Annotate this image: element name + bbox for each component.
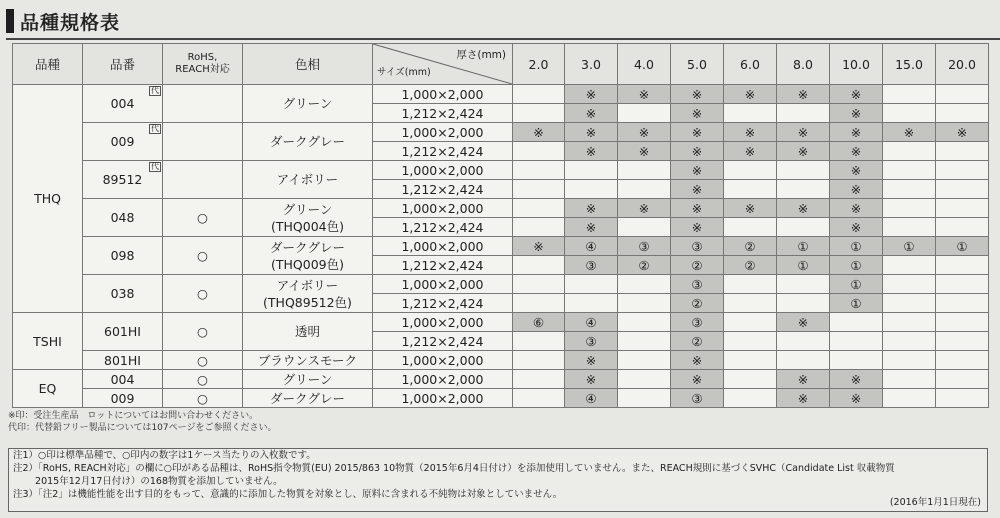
note-2: 注2）「RoHS, REACH対応」の欄に○印がある品種は、RoHS指令物質(EU) 2015/863 10物質（2015年6月4日付け）を添加使用していません。また、REACH規則に基づくSVHC（Candidate List 収載物質: [13, 463, 895, 474]
thickness-cell: [724, 218, 777, 237]
size-cell: 1,000×2,000: [373, 275, 513, 294]
thickness-cell: ※: [671, 104, 724, 123]
rohs-cell: [163, 161, 243, 199]
thickness-cell: ※: [671, 85, 724, 104]
table-row: [13, 199, 989, 218]
thickness-cell: ※: [565, 85, 618, 104]
product-number-cell: [83, 237, 163, 275]
thickness-cell: [618, 275, 671, 294]
thickness-cell: ※: [777, 370, 830, 389]
thickness-cell: [883, 161, 936, 180]
header-thickness: 厚さ(mm): [456, 49, 506, 61]
size-cell: 1,212×2,424: [373, 218, 513, 237]
thickness-cell: ①: [830, 294, 883, 313]
size-cell: 1,000×2,000: [373, 370, 513, 389]
size-cell: 1,000×2,000: [373, 237, 513, 256]
size-cell: 1,212×2,424: [373, 142, 513, 161]
thickness-cell: ※: [883, 123, 936, 142]
thickness-cell: [830, 332, 883, 351]
rohs-cell: [163, 123, 243, 161]
thickness-cell: ※: [565, 104, 618, 123]
thickness-cell: ※: [565, 199, 618, 218]
thickness-cell: ※: [830, 389, 883, 408]
rohs-cell: ○: [163, 370, 243, 389]
thickness-cell: ※: [513, 237, 565, 256]
thickness-cell: ③: [671, 313, 724, 332]
product-number-cell: [83, 275, 163, 313]
thickness-cell: [883, 180, 936, 199]
thickness-cell: ※: [724, 123, 777, 142]
thickness-cell: [936, 294, 989, 313]
thickness-2-0: 2.0: [513, 44, 565, 85]
size-cell: 1,000×2,000: [373, 85, 513, 104]
note-3: 注3）「注2」は機能性能を出す目的をもって、意識的に添加した物質を対象とし、原料に含まれる不純物は対象としていません。: [13, 489, 563, 500]
category-cell: THQ: [13, 85, 83, 313]
thickness-cell: [777, 161, 830, 180]
thickness-cell: [936, 256, 989, 275]
thickness-cell: ②: [671, 332, 724, 351]
product-number-cell: [83, 199, 163, 237]
thickness-cell: ※: [724, 142, 777, 161]
color-line: (THQ004色): [271, 218, 344, 234]
thickness-cell: ①: [830, 237, 883, 256]
size-cell: 1,000×2,000: [373, 161, 513, 180]
thickness-cell: [618, 332, 671, 351]
rohs-cell: ○: [163, 199, 243, 237]
thickness-cell: [883, 199, 936, 218]
thickness-cell: [724, 180, 777, 199]
size-cell: 1,212×2,424: [373, 104, 513, 123]
thickness-cell: [565, 161, 618, 180]
thickness-cell: [936, 199, 989, 218]
thickness-cell: [724, 104, 777, 123]
footnote-asterisk: ※印：受注生産品 ロットについてはお問い合わせください。: [8, 411, 259, 421]
thickness-cell: [936, 142, 989, 161]
color-cell: [243, 123, 373, 161]
rohs-cell: ○: [163, 275, 243, 313]
size-cell: 1,000×2,000: [373, 199, 513, 218]
thickness-cell: ※: [830, 104, 883, 123]
thickness-5-0: 5.0: [671, 44, 724, 85]
product-number-cell: [83, 351, 163, 370]
thickness-cell: [936, 370, 989, 389]
thickness-cell: [513, 161, 565, 180]
color-cell: [243, 313, 373, 351]
thickness-cell: ※: [671, 199, 724, 218]
thickness-cell: [724, 332, 777, 351]
thickness-cell: ※: [777, 389, 830, 408]
title-rule: [6, 38, 1000, 40]
thickness-cell: ④: [565, 389, 618, 408]
dai-mark: 代: [151, 124, 159, 133]
color-line: (THQ009色): [271, 256, 344, 272]
thickness-cell: ③: [618, 237, 671, 256]
header-color: 色相: [243, 44, 373, 85]
thickness-cell: ④: [565, 313, 618, 332]
title-block: [6, 6, 120, 36]
thickness-cell: [777, 332, 830, 351]
thickness-cell: ※: [671, 161, 724, 180]
thickness-cell: [883, 104, 936, 123]
color-line: 透明: [294, 324, 320, 339]
thickness-cell: [513, 199, 565, 218]
thickness-cell: [883, 218, 936, 237]
thickness-cell: [883, 332, 936, 351]
thickness-cell: ※: [671, 218, 724, 237]
thickness-cell: ※: [565, 370, 618, 389]
thickness-cell: ②: [724, 256, 777, 275]
thickness-cell: [936, 161, 989, 180]
thickness-cell: ※: [618, 142, 671, 161]
footnotes: [8, 410, 276, 434]
thickness-cell: ③: [671, 275, 724, 294]
notes-box: [8, 448, 988, 512]
size-cell: 1,000×2,000: [373, 351, 513, 370]
color-line: ダークグレー: [269, 134, 345, 149]
color-line: (THQ89512色): [263, 294, 352, 310]
thickness-15-0: 15.0: [883, 44, 936, 85]
thickness-4-0: 4.0: [618, 44, 671, 85]
title-bar-mark: [6, 9, 14, 33]
dai-mark: 代: [151, 162, 159, 171]
size-cell: 1,212×2,424: [373, 294, 513, 313]
thickness-cell: ①: [830, 275, 883, 294]
thickness-cell: [513, 332, 565, 351]
thickness-cell: ③: [565, 332, 618, 351]
thickness-cell: ※: [830, 218, 883, 237]
color-cell: [243, 275, 373, 313]
thickness-cell: [936, 389, 989, 408]
thickness-cell: ※: [777, 142, 830, 161]
product-number: 601HI: [104, 324, 141, 339]
dai-mark: 代: [151, 86, 159, 95]
thickness-cell: ※: [830, 370, 883, 389]
color-cell: [243, 237, 373, 275]
thickness-cell: ※: [671, 180, 724, 199]
thickness-cell: ※: [830, 199, 883, 218]
thickness-cell: [618, 389, 671, 408]
thickness-cell: ※: [618, 123, 671, 142]
thickness-cell: ※: [830, 161, 883, 180]
header-rohs-line1: RoHS,: [187, 52, 218, 63]
color-line: アイボリー: [276, 277, 339, 293]
rohs-cell: ○: [163, 313, 243, 351]
thickness-cell: [513, 218, 565, 237]
table-row: [13, 85, 989, 104]
table-row: [13, 275, 989, 294]
note-1: 注1）○印は標準品種で、○印内の数字は1ケース当たりの入枚数です。: [13, 450, 316, 461]
product-number: 009: [110, 390, 135, 406]
thickness-cell: ※: [936, 123, 989, 142]
product-number-cell: [83, 161, 163, 199]
thickness-cell: ※: [618, 85, 671, 104]
thickness-cell: [830, 313, 883, 332]
spec-table: [12, 43, 989, 408]
thickness-3-0: 3.0: [565, 44, 618, 85]
thickness-cell: [777, 275, 830, 294]
thickness-cell: [883, 294, 936, 313]
table-row: [13, 237, 989, 256]
thickness-cell: [724, 275, 777, 294]
thickness-cell: [883, 389, 936, 408]
thickness-cell: ※: [618, 199, 671, 218]
thickness-cell: [513, 85, 565, 104]
thickness-cell: ※: [671, 370, 724, 389]
thickness-cell: ※: [777, 85, 830, 104]
product-number-cell: [83, 123, 163, 161]
thickness-cell: [724, 389, 777, 408]
thickness-cell: [883, 275, 936, 294]
thickness-cell: [883, 313, 936, 332]
table-row: [13, 123, 989, 142]
header-rohs: [163, 44, 243, 85]
thickness-cell: [513, 104, 565, 123]
thickness-cell: [883, 85, 936, 104]
product-number-cell: [83, 313, 163, 351]
thickness-cell: ②: [724, 237, 777, 256]
thickness-cell: ③: [671, 389, 724, 408]
product-number: 048: [110, 210, 135, 225]
thickness-cell: [513, 142, 565, 161]
color-line: ブラウンスモーク: [257, 352, 358, 368]
thickness-cell: [830, 351, 883, 370]
thickness-cell: ※: [724, 85, 777, 104]
product-number: 038: [110, 286, 135, 301]
thickness-cell: [513, 275, 565, 294]
thickness-cell: [565, 180, 618, 199]
thickness-cell: ※: [565, 218, 618, 237]
product-number: 098: [110, 248, 135, 263]
note-2-cont: 2015年12月17日付け）の168物質を添加していません。: [13, 476, 283, 487]
thickness-cell: [724, 294, 777, 313]
color-cell: [243, 199, 373, 237]
thickness-cell: [618, 104, 671, 123]
header-size-thickness: [373, 44, 513, 85]
thickness-cell: [513, 256, 565, 275]
thickness-cell: ※: [830, 123, 883, 142]
size-cell: 1,212×2,424: [373, 332, 513, 351]
color-line: グリーン: [282, 96, 333, 111]
thickness-cell: [936, 351, 989, 370]
thickness-cell: [724, 351, 777, 370]
thickness-cell: [513, 389, 565, 408]
thickness-20-0: 20.0: [936, 44, 989, 85]
thickness-cell: ①: [777, 237, 830, 256]
thickness-cell: ※: [777, 313, 830, 332]
thickness-cell: [883, 351, 936, 370]
thickness-cell: ※: [830, 180, 883, 199]
color-line: ダークグレー: [269, 239, 345, 255]
thickness-cell: ※: [565, 351, 618, 370]
thickness-cell: [618, 294, 671, 313]
size-cell: 1,000×2,000: [373, 389, 513, 408]
thickness-cell: [777, 180, 830, 199]
header-hinban: 品番: [83, 44, 163, 85]
table-row: [13, 161, 989, 180]
size-cell: 1,000×2,000: [373, 123, 513, 142]
product-number: 004: [110, 371, 135, 387]
product-number: 801HI: [104, 352, 141, 368]
product-number-cell: [83, 85, 163, 123]
rohs-cell: ○: [163, 389, 243, 408]
rohs-cell: ○: [163, 237, 243, 275]
color-cell: [243, 389, 373, 408]
header-rohs-line2: REACH対応: [175, 64, 230, 75]
thickness-cell: ※: [830, 142, 883, 161]
thickness-cell: [936, 218, 989, 237]
color-cell: [243, 85, 373, 123]
thickness-cell: [777, 218, 830, 237]
thickness-10-0: 10.0: [830, 44, 883, 85]
thickness-cell: [565, 275, 618, 294]
category-cell: EQ: [13, 370, 83, 408]
rohs-cell: ○: [163, 351, 243, 370]
thickness-cell: ※: [777, 199, 830, 218]
thickness-6-0: 6.0: [724, 44, 777, 85]
color-line: アイボリー: [276, 172, 339, 187]
thickness-cell: [618, 161, 671, 180]
product-number: 004: [110, 96, 135, 111]
table-row: [13, 313, 989, 332]
thickness-cell: ②: [618, 256, 671, 275]
thickness-cell: [936, 104, 989, 123]
thickness-cell: [565, 294, 618, 313]
thickness-cell: [777, 351, 830, 370]
color-line: ダークグレー: [269, 390, 345, 406]
thickness-cell: ※: [671, 351, 724, 370]
product-number: 009: [110, 134, 135, 149]
product-number: 89512: [102, 172, 143, 187]
footnote-dai: 代印：代替鉛フリー製品については107ページをご参照ください。: [8, 423, 277, 433]
color-cell: [243, 351, 373, 370]
size-cell: 1,212×2,424: [373, 180, 513, 199]
thickness-cell: [513, 294, 565, 313]
table-header-row: [13, 44, 989, 85]
table-row: [13, 351, 989, 370]
thickness-cell: [513, 180, 565, 199]
thickness-cell: [618, 351, 671, 370]
size-cell: 1,212×2,424: [373, 256, 513, 275]
thickness-cell: [724, 313, 777, 332]
thickness-cell: [883, 256, 936, 275]
thickness-cell: [936, 180, 989, 199]
table-body: [13, 85, 989, 408]
thickness-cell: [936, 332, 989, 351]
rohs-cell: [163, 85, 243, 123]
date-note: (2016年1月1日現在): [889, 497, 981, 508]
thickness-8-0: 8.0: [777, 44, 830, 85]
thickness-cell: ※: [513, 123, 565, 142]
thickness-cell: ※: [671, 123, 724, 142]
thickness-cell: [936, 85, 989, 104]
color-cell: [243, 370, 373, 389]
thickness-cell: ⑥: [513, 313, 565, 332]
thickness-cell: [618, 218, 671, 237]
header-size: サイズ(mm): [377, 67, 431, 78]
thickness-cell: ④: [565, 237, 618, 256]
thickness-cell: [777, 104, 830, 123]
thickness-cell: [724, 161, 777, 180]
thickness-cell: [936, 275, 989, 294]
thickness-cell: ①: [936, 237, 989, 256]
thickness-cell: ※: [830, 85, 883, 104]
thickness-cell: [618, 180, 671, 199]
color-line: グリーン: [282, 371, 333, 387]
thickness-cell: ①: [777, 256, 830, 275]
thickness-cell: [777, 294, 830, 313]
thickness-cell: ※: [565, 142, 618, 161]
table-row: [13, 389, 989, 408]
thickness-cell: [513, 351, 565, 370]
thickness-cell: [936, 313, 989, 332]
thickness-cell: [618, 370, 671, 389]
thickness-cell: ③: [565, 256, 618, 275]
color-line: グリーン: [282, 201, 333, 217]
thickness-cell: ※: [777, 123, 830, 142]
size-cell: 1,000×2,000: [373, 313, 513, 332]
thickness-cell: ①: [830, 256, 883, 275]
thickness-cell: [513, 370, 565, 389]
thickness-cell: ※: [724, 199, 777, 218]
thickness-cell: ①: [883, 237, 936, 256]
product-number-cell: [83, 389, 163, 408]
thickness-cell: ③: [671, 237, 724, 256]
thickness-cell: [724, 370, 777, 389]
thickness-cell: [883, 142, 936, 161]
thickness-cell: [883, 370, 936, 389]
table-row: [13, 370, 989, 389]
color-cell: [243, 161, 373, 199]
page-title: 品種規格表: [20, 11, 121, 34]
product-number-cell: [83, 370, 163, 389]
thickness-cell: ※: [565, 123, 618, 142]
header-hinshu: 品種: [13, 44, 83, 85]
thickness-cell: ②: [671, 256, 724, 275]
category-cell: TSHI: [13, 313, 83, 370]
thickness-cell: [618, 313, 671, 332]
thickness-cell: ②: [671, 294, 724, 313]
thickness-cell: ※: [671, 142, 724, 161]
